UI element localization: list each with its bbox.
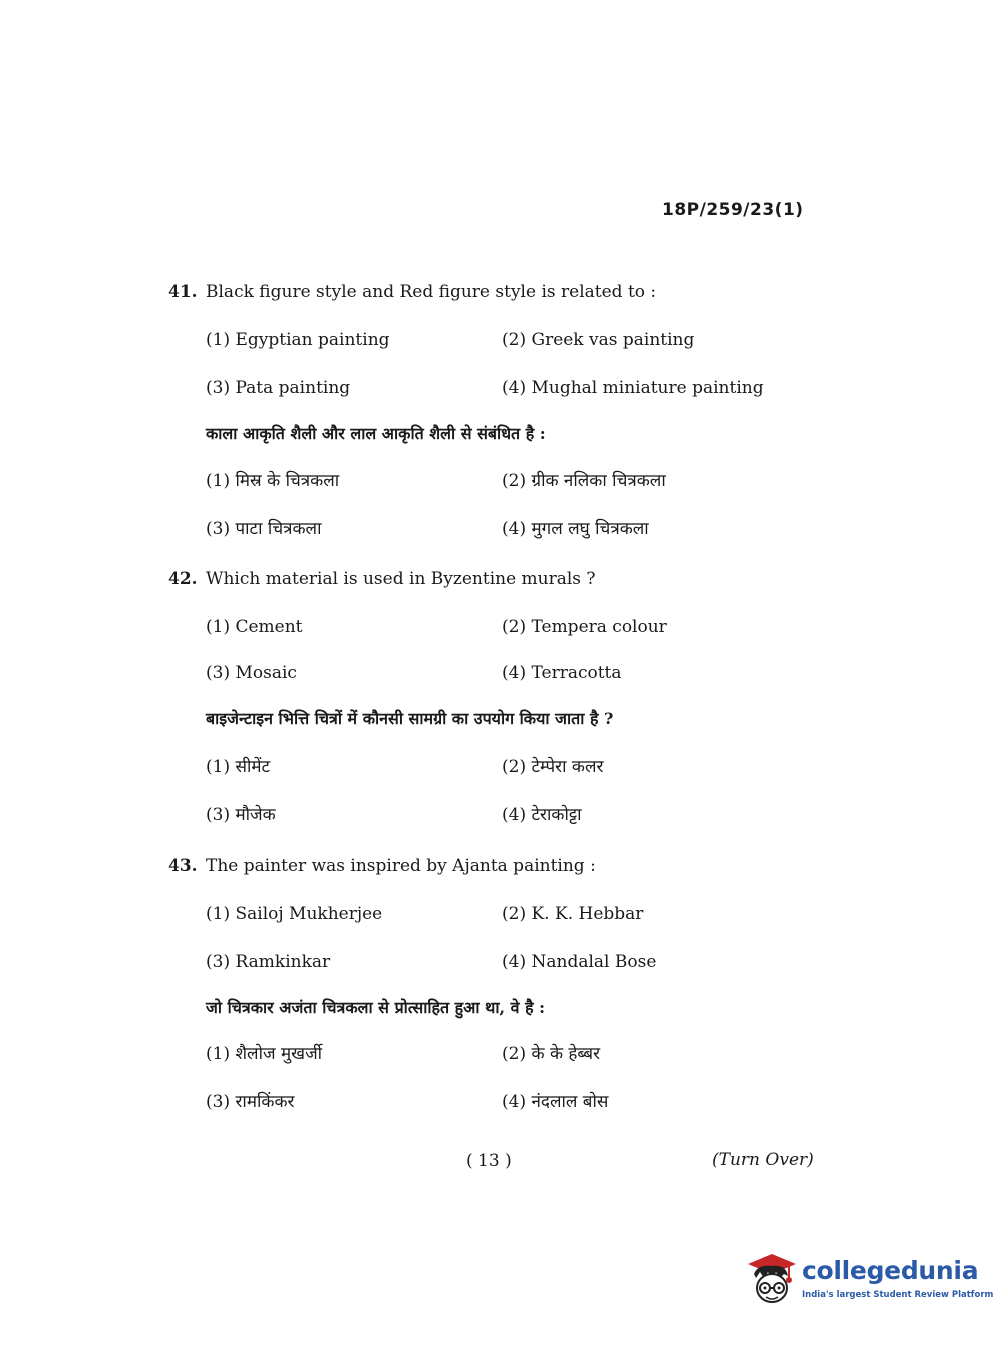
question-number: 41.: [168, 282, 198, 302]
question-text-hindi: बाइजेन्टाइन भित्ति चित्रों में कौनसी सामग्री का उपयोग किया जाता है ?: [206, 709, 614, 728]
exam-code: 18P/259/23(1): [662, 200, 804, 220]
question-number: 43.: [168, 856, 198, 876]
question-text: The painter was inspired by Ajanta painting :: [206, 856, 596, 876]
hindi-option-2: (2) ग्रीक नलिका चित्रकला: [502, 471, 666, 491]
mascot-icon: [744, 1250, 800, 1310]
option-3: (3) Mosaic: [206, 663, 297, 683]
hindi-option-2: (2) टेम्पेरा कलर: [502, 757, 604, 777]
collegedunia-watermark: [744, 1250, 994, 1310]
page-number: ( 13 ): [466, 1151, 512, 1171]
turn-over-note: (Turn Over): [712, 1150, 814, 1170]
question-number: 42.: [168, 569, 198, 589]
hindi-option-2: (2) के के हेब्बर: [502, 1044, 601, 1064]
option-4: (4) Nandalal Bose: [502, 952, 657, 972]
hindi-option-3: (3) मौजेक: [206, 805, 276, 825]
option-2: (2) Tempera colour: [502, 617, 667, 637]
question-text-hindi: काला आकृति शैली और लाल आकृति शैली से संबंधित है :: [206, 424, 546, 443]
question-42: [168, 568, 808, 826]
question-text: Black figure style and Red figure style is related to :: [206, 282, 657, 302]
brand-name: collegedunia: [802, 1256, 979, 1285]
brand-tagline: India's largest Student Review Platform: [802, 1290, 994, 1300]
option-1: (1) Sailoj Mukherjee: [206, 904, 383, 924]
option-4: (4) Terracotta: [502, 663, 622, 683]
hindi-option-4: (4) टेराकोट्टा: [502, 805, 582, 825]
hindi-option-1: (1) मिस्र के चित्रकला: [206, 471, 340, 491]
hindi-option-3: (3) रामकिंकर: [206, 1092, 295, 1112]
option-2: (2) K. K. Hebbar: [502, 904, 644, 924]
hindi-option-4: (4) मुगल लघु चित्रकला: [502, 519, 649, 539]
hindi-option-3: (3) पाटा चित्रकला: [206, 519, 322, 539]
option-3: (3) Pata painting: [206, 378, 351, 398]
hindi-option-1: (1) सीमेंट: [206, 757, 271, 777]
question-41: [168, 281, 808, 540]
option-1: (1) Egyptian painting: [206, 330, 390, 350]
option-4: (4) Mughal miniature painting: [502, 378, 764, 398]
option-1: (1) Cement: [206, 617, 303, 637]
hindi-option-1: (1) शैलोज मुखर्जी: [206, 1044, 323, 1064]
hindi-option-4: (4) नंदलाल बोस: [502, 1092, 609, 1112]
option-2: (2) Greek vas painting: [502, 330, 695, 350]
question-text: Which material is used in Byzentine murals ?: [206, 569, 596, 589]
question-43: [168, 855, 808, 1113]
option-3: (3) Ramkinkar: [206, 952, 331, 972]
question-text-hindi: जो चित्रकार अजंता चित्रकला से प्रोत्साहित हुआ था, वे है :: [206, 998, 546, 1017]
